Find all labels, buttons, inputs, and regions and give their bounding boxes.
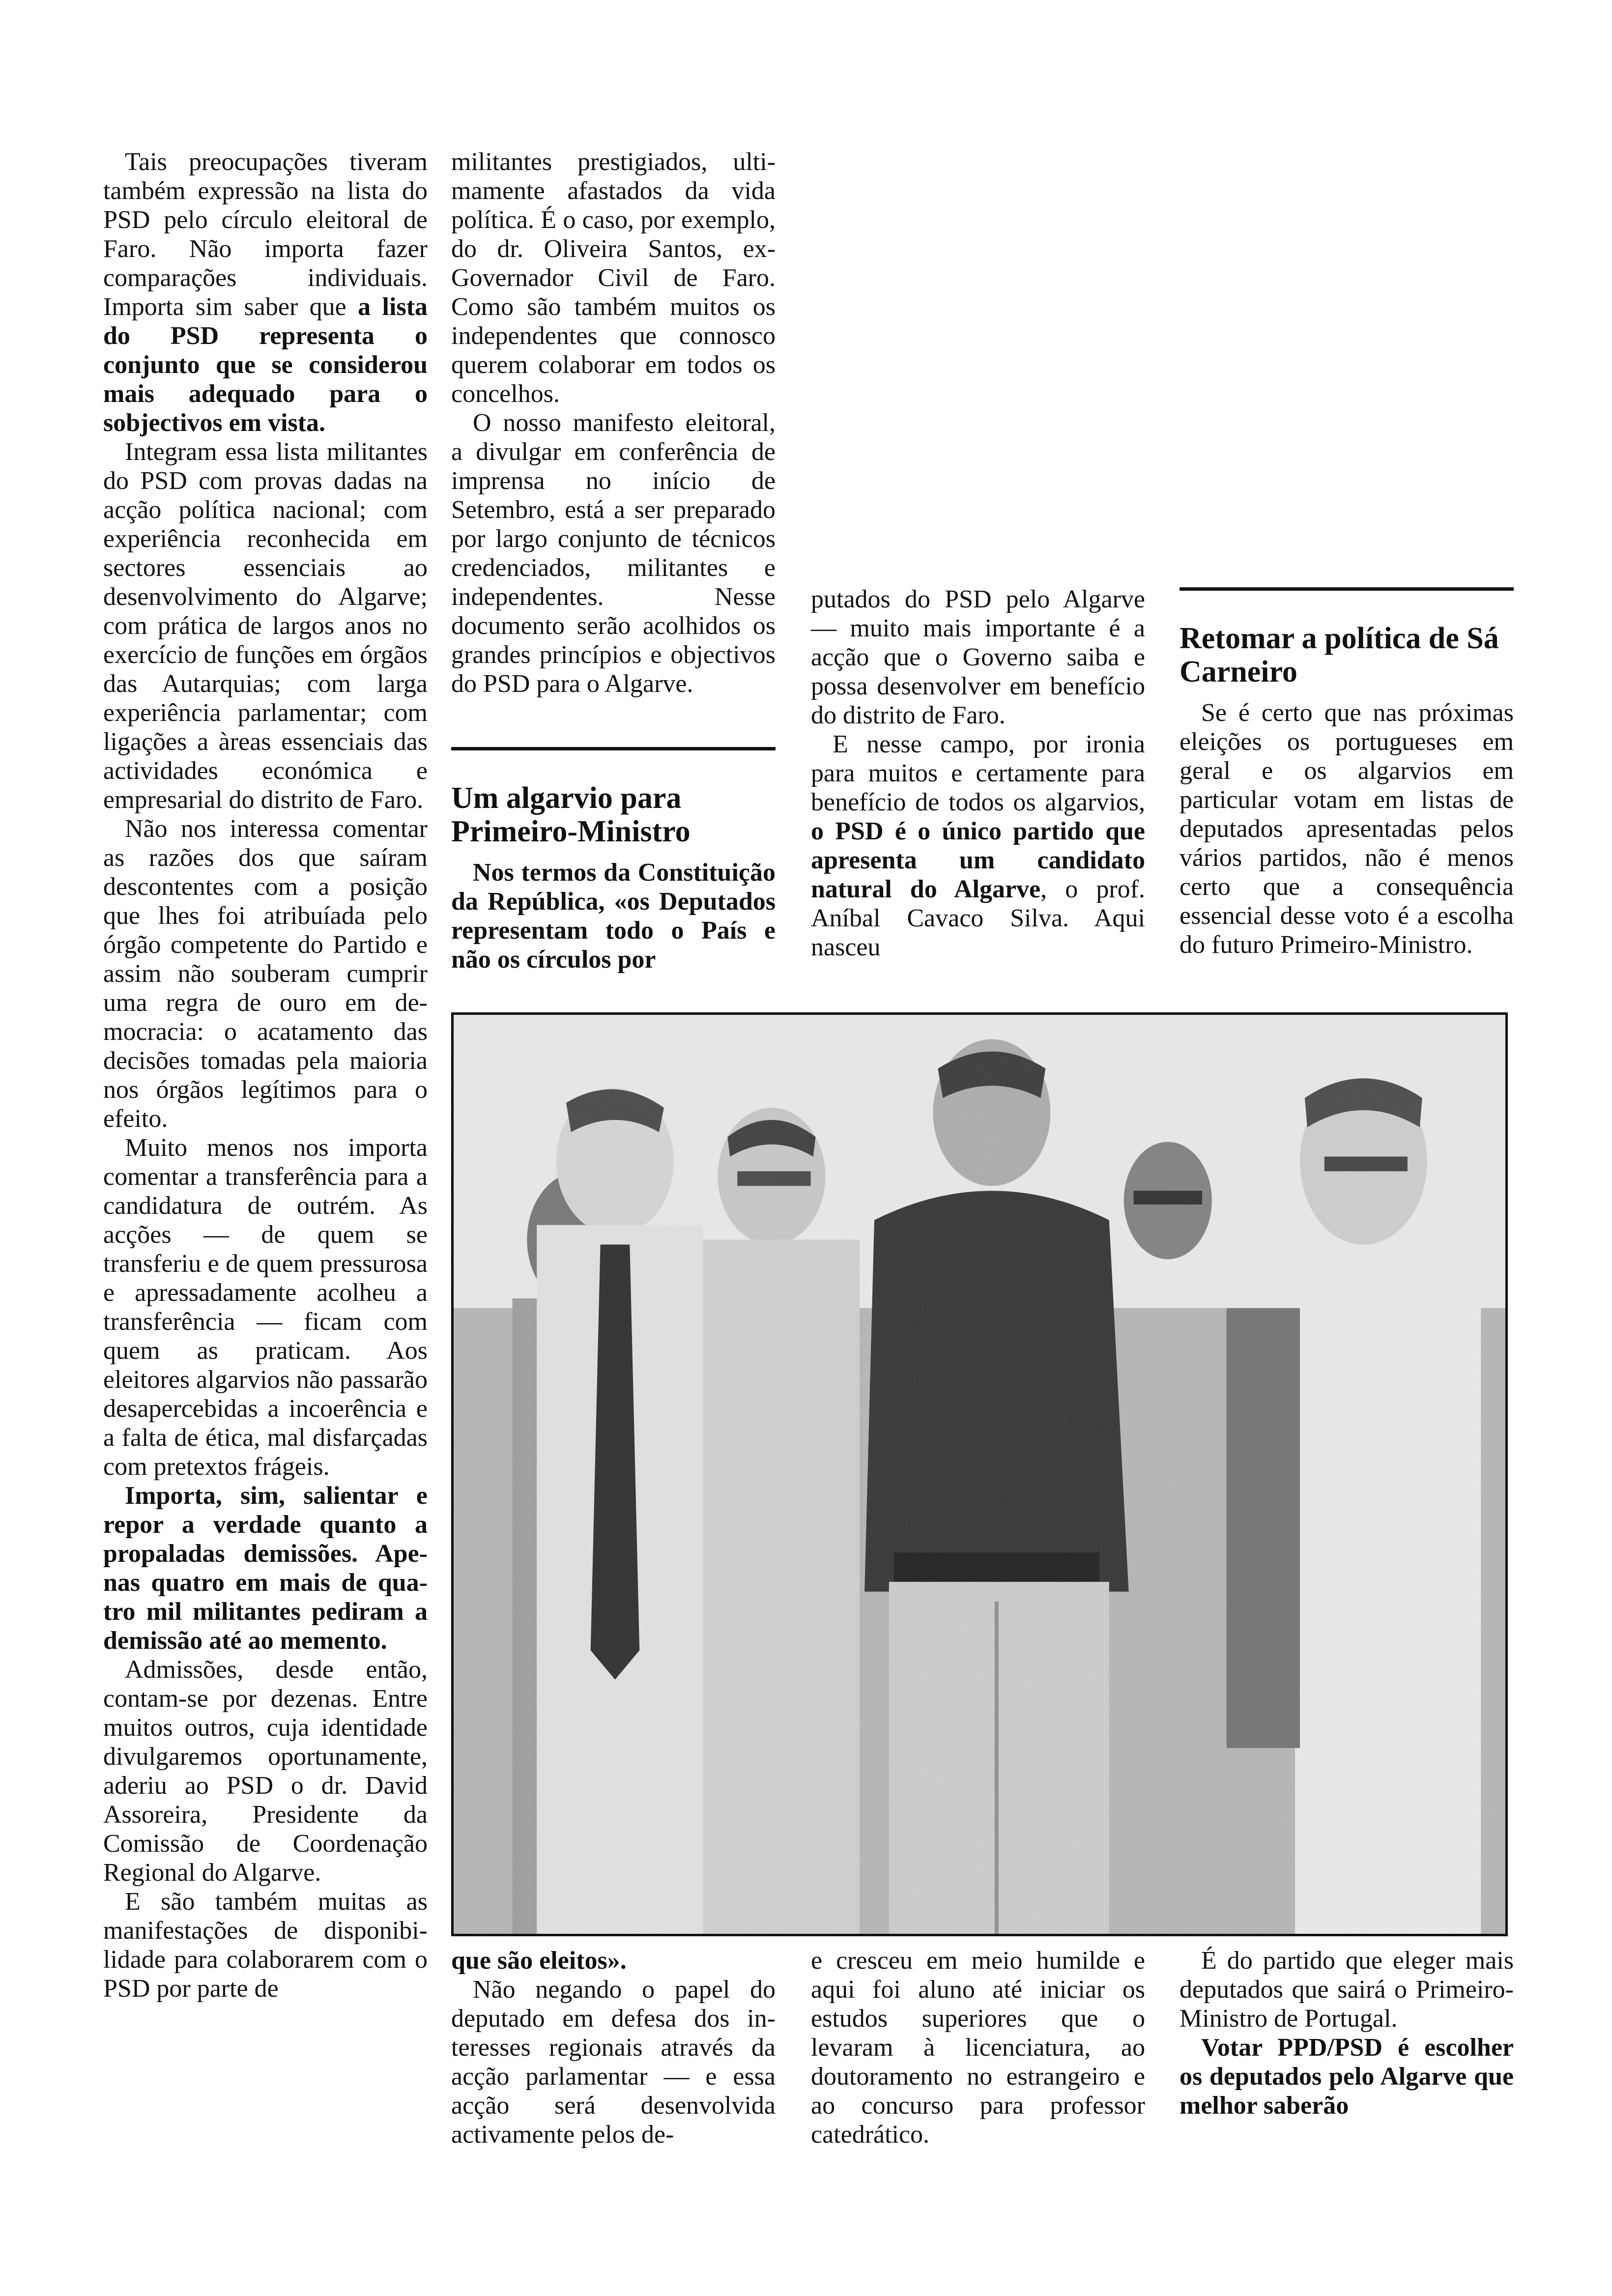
emphasis-text: o PSD é o único partido que apresenta um candidato natural do Algarve bbox=[811, 817, 1145, 903]
paragraph: e cresceu em meio humilde e aqui foi aluno até iniciar os estudos superiores que o levaram à licenciatura, ao doutoramento no estrangeiro e ao concurso para professor catedrático. bbox=[811, 1947, 1145, 2149]
paragraph: Muito menos nos importa comentar a transferência para a candidatura de outrém. As acções — de quem se transferiu e de quem pressurosa e apressadamente acolheu a transferência — ficam com quem as praticam. Aos eleitores algarvios não passarão desapercebidas a incoerência e a falta de ética, mal disfarçadas com pretextos frágeis. bbox=[103, 1134, 428, 1481]
article-column-4-upper bbox=[1180, 622, 1514, 959]
article-column-3-upper bbox=[811, 585, 1145, 962]
section-rule bbox=[451, 747, 776, 750]
paragraph: E nesse campo, por ironia para muitos e certamente para benefício de todos os algarvios, o PSD é o único partido que apresenta um candidato natural do Algarve, o prof. Aníbal Cavaco Silva. Aqui nasceu bbox=[811, 730, 1145, 961]
paragraph-bold: Nos termos da Constituição da República, «os Deputados representam todo o País e não os círculos por bbox=[451, 859, 776, 974]
paragraph: militantes prestigiados, ultimamente afastados da vida política. É o caso, por exemplo, do dr. Oliveira Santos, ex-Governador Civil de Faro. Como são também muitos os independentes que connosco querem colaborar em todos os concelhos. bbox=[451, 148, 776, 408]
paragraph: É do partido que eleger mais deputados que sairá o Primeiro-Ministro de Portugal. bbox=[1180, 1947, 1514, 2033]
paragraph-bold: Importa, sim, salientar e repor a verdade quanto a propaladas demissões. Apenas quatro em mais de quatro mil militantes pediram a demissão até ao memento. bbox=[103, 1482, 428, 1655]
section-heading: Retomar a política de Sá Carneiro bbox=[1180, 622, 1499, 689]
paragraph-bold: que são eleitos». bbox=[451, 1947, 627, 1975]
news-photo bbox=[451, 1012, 1508, 1936]
article-column-1 bbox=[103, 147, 428, 2003]
paragraph: Não nos interessa comentar as razões dos que saíram descontentes com a posição que lhes foi atribuíada pelo órgão competente do Partido e assim não souberam cumprir uma regra de ouro em democracia: o acatamento das decisões tomadas pela maioria nos órgãos legítimos para o efeito. bbox=[103, 815, 428, 1133]
section-rule bbox=[1180, 587, 1514, 591]
article-column-4-lower bbox=[1180, 1946, 1514, 2120]
paragraph: Integram essa lista militantes do PSD com provas dadas na acção política nacional; com experiência reconhecida em sectores essenciais ao desenvolvimento do Algarve; com prática de largos anos no exercício de funções em órgãos das Autarquias; com larga experiência parlamentar; com ligações a àreas essenciais das actividades económica e empresarial do distrito de Faro. bbox=[103, 438, 428, 814]
paragraph: Não negando o papel do deputado em defesa dos interesses regionais através da acção parlamentar — e essa acção será desenvolvida activamente pelos de- bbox=[451, 1976, 776, 2149]
article-column-3-lower bbox=[811, 1946, 1145, 2149]
paragraph: E são também muitas as manifestações de disponibilidade para colaborarem com o PSD por parte de bbox=[103, 1888, 428, 2003]
paragraph: Admissões, desde então, contam-se por dezenas. Entre muitos outros, cuja identidade divulgaremos oportunamente, aderiu ao PSD o dr. David Assoreira, Presidente da Comissão de Coordenação Regional do Algarve. bbox=[103, 1656, 428, 1887]
article-column-2-section bbox=[451, 781, 776, 974]
article-column-2-lower bbox=[451, 1946, 776, 2149]
emphasis-text: a lista do PSD representa o conjunto que se considerou mais adequado para o sobjectivos em vista. bbox=[103, 293, 428, 437]
section-heading: Um algarvio para Primeiro-Ministro bbox=[451, 781, 691, 848]
paragraph: putados do PSD pelo Algarve — muito mais importante é a acção que o Governo saiba e possa desenvolver em benefício do distrito de Faro. bbox=[811, 585, 1145, 729]
article-column-2-upper bbox=[451, 147, 776, 698]
photo-illustration bbox=[454, 1015, 1505, 1934]
paragraph-bold: Votar PPD/PSD é escolher os deputados pelo Algarve que melhor saberão bbox=[1180, 2034, 1514, 2120]
paragraph: Se é certo que nas próximas eleições os portugueses em geral e os algarvios em particular votam em listas de deputados apresentadas pelos vários partidos, não é menos certo que a consequência essencial desse voto é a escolha do futuro Primeiro-Ministro. bbox=[1180, 699, 1514, 959]
paragraph: O nosso manifesto eleitoral, a divulgar em conferência de imprensa no início de Setembro, está a ser preparado por largo conjunto de técnicos credenciados, militantes e independentes. Nesse documento serão acolhidos os grandes princípios e objectivos do PSD para o Algarve. bbox=[451, 409, 776, 698]
paragraph: Tais preocupações tiveram também expressão na lista do PSD pelo círculo eleitoral de Faro. Não importa fazer comparações individuais. Importa sim saber que a lista do PSD representa o conjunto que se considerou mais adequado para o sobjectivos em vista. bbox=[103, 148, 428, 437]
